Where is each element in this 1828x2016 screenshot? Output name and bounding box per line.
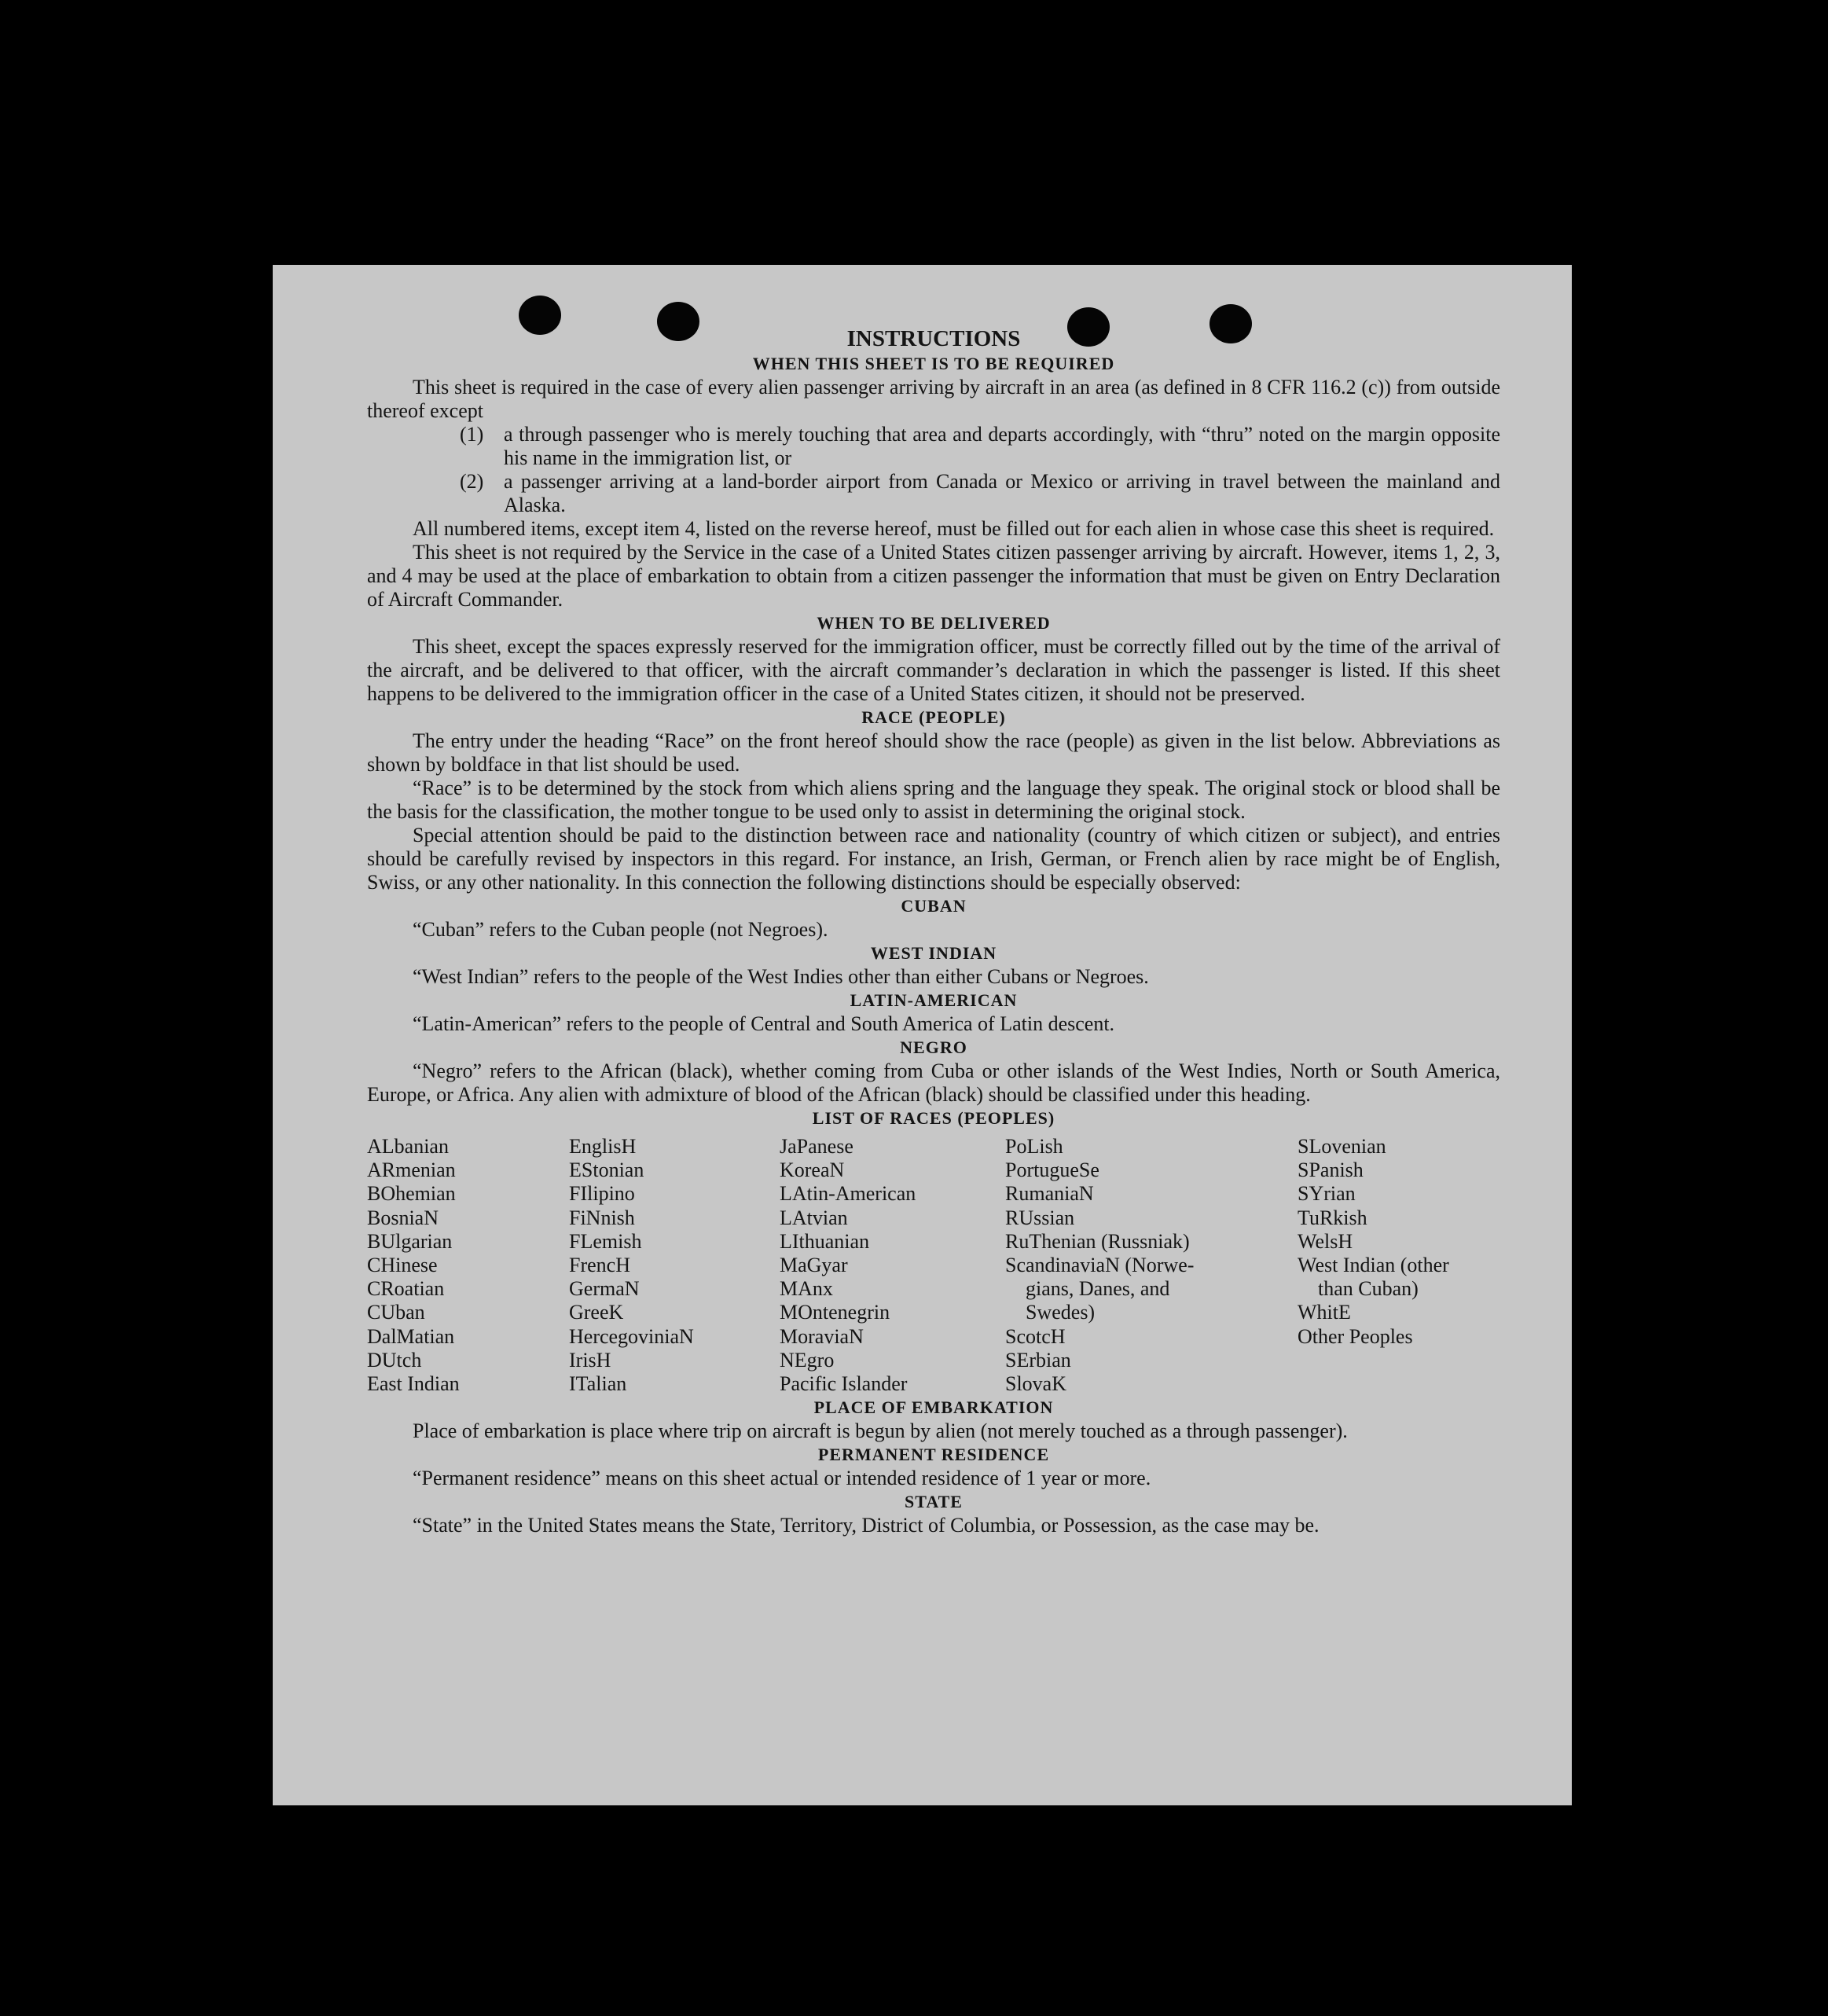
- definition: “Cuban” refers to the Cuban people (not Negroes).: [413, 918, 828, 941]
- paragraph: Special attention should be paid to the distinction between race and nationality (country of which citizen or subject), and entries should be carefully revised by inspectors in this regard. For instance, an Irish, German, or French alien by race might be of English, Swiss, or any other nationality. In this connection the following distinctions should be especially observed:: [367, 824, 1500, 894]
- paragraph: All numbered items, except item 4, listed on the reverse hereof, must be filled out for each alien in whose case this sheet is required.: [413, 517, 1495, 540]
- race-entry: LAtin-American: [780, 1182, 916, 1206]
- race-entry: GermaN: [569, 1277, 640, 1301]
- heading-west-indian: WEST INDIAN: [870, 943, 997, 963]
- item-text: a through passenger who is merely touching that area and departs accordingly, with “thru” noted on the margin opposite his name in the immigration list, or: [504, 423, 1500, 469]
- race-entry: WelsH: [1298, 1229, 1353, 1253]
- paragraph: Place of embarkation is place where trip on aircraft is begun by alien (not merely touched as a through passenger).: [413, 1419, 1348, 1443]
- paragraph: This sheet is not required by the Service in the case of a United States citizen passenger arriving by aircraft. However, items 1, 2, 3, and 4 may be used at the place of embarkation to obtain from a citizen passenger the information that must be given on Entry Declaration of Aircraft Commander.: [367, 541, 1500, 611]
- race-entry-continued: Swedes): [1026, 1301, 1096, 1324]
- race-entry: LIthuanian: [780, 1229, 870, 1253]
- race-entry: SLovenian: [1298, 1135, 1386, 1158]
- race-entry: MaGyar: [780, 1254, 848, 1277]
- heading-state: STATE: [905, 1492, 963, 1512]
- race-entry: BUlgarian: [367, 1229, 453, 1253]
- races-list: [367, 1135, 1500, 1396]
- races-column: [1298, 1135, 1500, 1396]
- race-entry: CRoatian: [367, 1277, 445, 1301]
- race-entry: BOhemian: [367, 1182, 456, 1206]
- definition: “Latin-American” refers to the people of Central and South America of Latin descent.: [413, 1012, 1115, 1035]
- paragraph: This sheet is required in the case of every alien passenger arriving by aircraft in an area (as defined in 8 CFR 116.2 (c)) from outside thereof except: [367, 376, 1500, 422]
- race-entry: SlovaK: [1005, 1372, 1066, 1396]
- item-number: (2): [460, 470, 484, 493]
- races-column: [367, 1135, 569, 1396]
- race-entry: MAnx: [780, 1277, 833, 1301]
- race-entry: NEgro: [780, 1348, 835, 1372]
- race-entry: ITalian: [569, 1372, 627, 1396]
- heading-negro: NEGRO: [900, 1037, 967, 1057]
- race-entry: SPanish: [1298, 1159, 1364, 1182]
- heading-list-of-races: LIST OF RACES (PEOPLES): [812, 1108, 1055, 1128]
- race-entry: EnglisH: [569, 1135, 637, 1158]
- race-entry: HercegoviniaN: [569, 1324, 694, 1348]
- race-entry: FLemish: [569, 1229, 642, 1253]
- paragraph: The entry under the heading “Race” on the front hereof should show the race (people) as given in the list below. Abbreviations as shown by boldface in that list should be used.: [367, 729, 1500, 776]
- race-entry: WhitE: [1298, 1301, 1351, 1324]
- race-entry: PoLish: [1005, 1135, 1063, 1158]
- paragraph: “State” in the United States means the State, Territory, District of Columbia, or Possession, as the case may be.: [413, 1514, 1320, 1537]
- race-entry: West Indian (other: [1298, 1254, 1449, 1277]
- heading-race: RACE (PEOPLE): [861, 707, 1006, 727]
- paragraph: “Permanent residence” means on this sheet actual or intended residence of 1 year or more.: [413, 1467, 1151, 1490]
- race-entry: SYrian: [1298, 1182, 1356, 1206]
- race-entry: ARmenian: [367, 1159, 456, 1182]
- race-entry: LAtvian: [780, 1206, 848, 1229]
- list-item: [460, 470, 1500, 517]
- instruction-sheet: [273, 265, 1572, 1805]
- race-entry: FIlipino: [569, 1182, 635, 1206]
- list-item: [460, 423, 1500, 470]
- race-entry: ScotcH: [1005, 1324, 1066, 1348]
- instructions-text: [367, 325, 1500, 1537]
- races-column: [569, 1135, 780, 1396]
- race-entry: IrisH: [569, 1348, 611, 1372]
- race-entry: ALbanian: [367, 1135, 449, 1158]
- race-entry: CUban: [367, 1301, 425, 1324]
- definition: “Negro” refers to the African (black), whether coming from Cuba or other islands of the West Indies, North or South America, Europe, or Africa. Any alien with admixture of blood of the African (black) should be classified under this heading.: [367, 1059, 1500, 1106]
- heading-cuban: CUBAN: [901, 896, 967, 916]
- race-entry: EStonian: [569, 1159, 644, 1182]
- paragraph: This sheet, except the spaces expressly reserved for the immigration officer, must be correctly filled out by the time of the arrival of the aircraft, and be delivered to that officer, with the aircraft commander’s declaration in which the passenger is listed. If this sheet happens to be delivered to the immigration officer in the case of a United States citizen, it should not be preserved.: [367, 635, 1500, 705]
- race-entry: East Indian: [367, 1372, 460, 1396]
- race-entry: Other Peoples: [1298, 1324, 1413, 1348]
- heading-latin-american: LATIN-AMERICAN: [850, 990, 1018, 1010]
- race-entry: Pacific Islander: [780, 1372, 908, 1396]
- heading-when-delivered: WHEN TO BE DELIVERED: [817, 613, 1051, 633]
- race-entry: MOntenegrin: [780, 1301, 890, 1324]
- race-entry: KoreaN: [780, 1159, 845, 1182]
- race-entry: RUssian: [1005, 1206, 1075, 1229]
- race-entry: DUtch: [367, 1348, 422, 1372]
- race-entry: CHinese: [367, 1254, 438, 1277]
- race-entry: SErbian: [1005, 1348, 1071, 1372]
- race-entry: TuRkish: [1298, 1206, 1367, 1229]
- race-entry: BosniaN: [367, 1206, 439, 1229]
- item-number: (1): [460, 423, 484, 446]
- race-entry: GreeK: [569, 1301, 624, 1324]
- race-entry-continued: than Cuban): [1318, 1277, 1419, 1301]
- race-entry: DalMatian: [367, 1324, 455, 1348]
- race-entry: MoraviaN: [780, 1324, 864, 1348]
- heading-when-required: WHEN THIS SHEET IS TO BE REQUIRED: [752, 354, 1115, 373]
- race-entry: RumaniaN: [1005, 1182, 1094, 1206]
- page-title: INSTRUCTIONS: [846, 326, 1021, 351]
- item-text: a passenger arriving at a land-border airport from Canada or Mexico or arriving in travel between the mainland and Alaska.: [504, 470, 1500, 516]
- heading-permanent-residence: PERMANENT RESIDENCE: [817, 1445, 1050, 1465]
- races-column: [780, 1135, 1005, 1396]
- race-entry: ScandinaviaN (Norwe-: [1005, 1254, 1195, 1277]
- race-entry: JaPanese: [780, 1135, 853, 1158]
- definition: “West Indian” refers to the people of the West Indies other than either Cubans or Negroes.: [413, 965, 1149, 988]
- race-entry: FrencH: [569, 1254, 630, 1277]
- heading-embarkation: PLACE OF EMBARKATION: [813, 1397, 1054, 1418]
- race-entry: RuThenian (Russniak): [1005, 1229, 1190, 1253]
- race-entry: PortugueSe: [1005, 1159, 1099, 1182]
- race-entry-continued: gians, Danes, and: [1026, 1277, 1170, 1301]
- race-entry: FiNnish: [569, 1206, 635, 1229]
- races-column: [1005, 1135, 1298, 1396]
- paragraph: “Race” is to be determined by the stock from which aliens spring and the language they speak. The original stock or blood shall be the basis for the classification, the mother tongue to be used only to assist in determining the original stock.: [367, 777, 1500, 823]
